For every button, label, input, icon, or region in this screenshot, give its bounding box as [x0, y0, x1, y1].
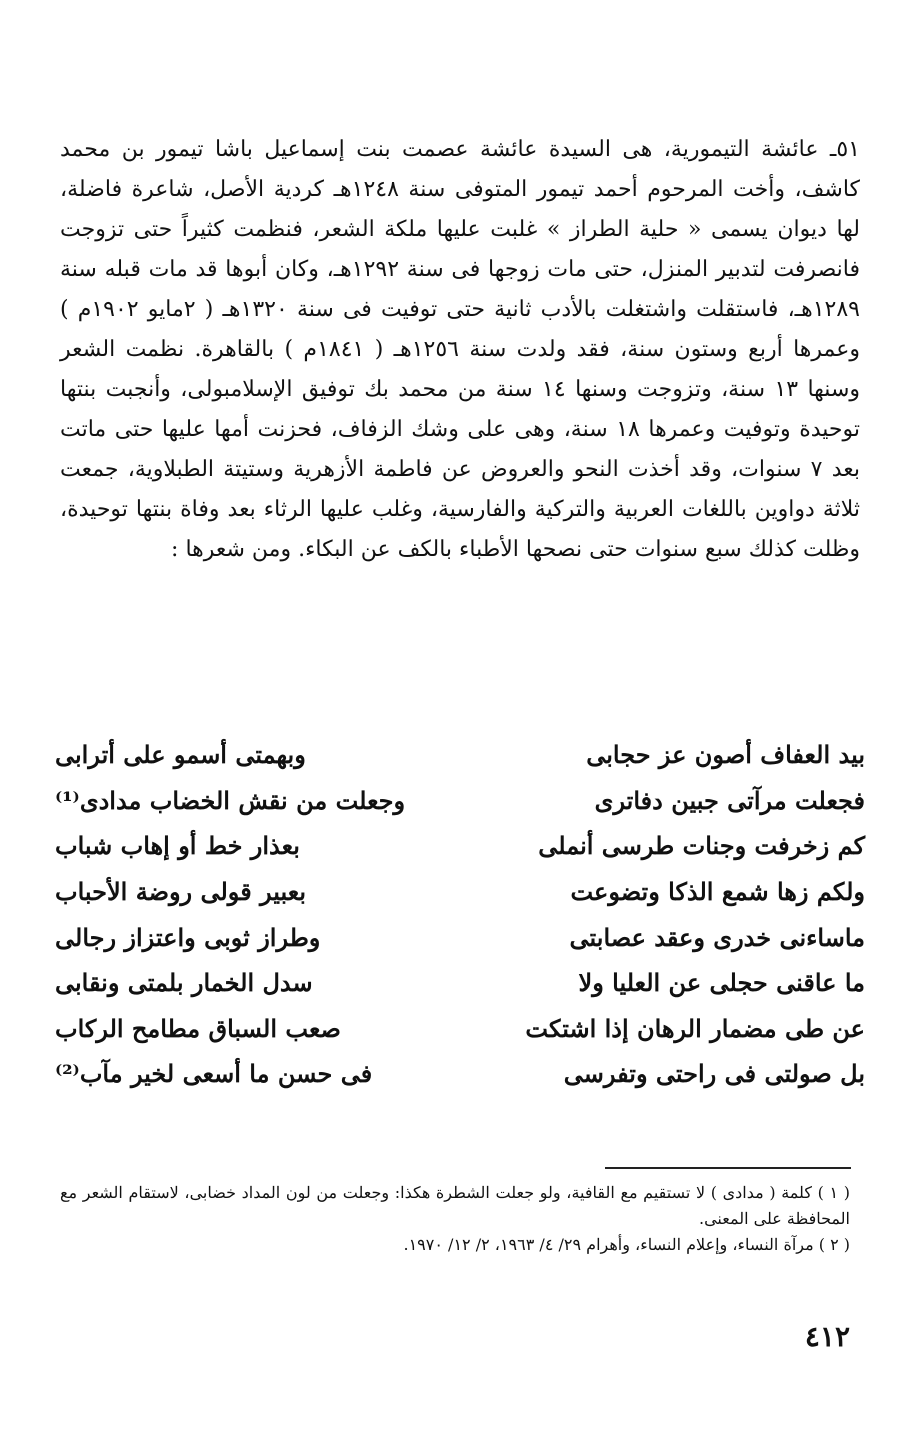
- second-hemistich: صعب السباق مطامح الركاب: [55, 1013, 341, 1043]
- footnote-2: ( ٢ ) مرآة النساء، وإعلام النساء، وأهرام ٢٩/ ٤/ ١٩٦٣، ٢/ ١٢/ ١٩٧٠.: [403, 1235, 850, 1254]
- second-hemistich: سدل الخمار بلمتى ونقابى: [55, 968, 313, 998]
- second-hemistich: فى حسن ما أسعى لخير مآب⁽²⁾: [55, 1059, 373, 1089]
- first-hemistich: بل صولتى فى راحتى وتفرسى: [563, 1059, 865, 1089]
- page-number: ٤١٢: [804, 1320, 850, 1353]
- poem-verse: [55, 823, 865, 869]
- first-hemistich: عن طى مضمار الرهان إذا اشتكت: [525, 1013, 865, 1043]
- first-hemistich: كم زخرفت وجنات طرسى أنملى: [538, 831, 865, 861]
- first-hemistich: ماساءنى خدرى وعقد عصابتى: [569, 922, 865, 952]
- poem-verse: [55, 1051, 865, 1097]
- first-hemistich: ما عاقنى حجلى عن العليا ولا: [578, 968, 865, 998]
- footnote-divider: [605, 1167, 851, 1169]
- first-hemistich: بيد العفاف أصون عز حجابى: [586, 740, 865, 770]
- poem-verse: [55, 914, 865, 960]
- poem-verse: [55, 960, 865, 1006]
- footnotes: [60, 1180, 850, 1258]
- footnote-1: ( ١ ) كلمة ( مدادى ) لا تستقيم مع القافية، ولو جعلت الشطرة هكذا: وجعلت من لون المداد خضابى، لاستقام الشعر مع المحافظة على المعنى.: [60, 1183, 851, 1228]
- second-hemistich: وبهمتى أسمو على أترابى: [55, 740, 306, 770]
- second-hemistich: وطراز ثوبى واعتزاز رجالى: [55, 922, 321, 952]
- second-hemistich: بعبير قولى روضة الأحباب: [55, 877, 307, 907]
- poem: [55, 732, 865, 1097]
- poem-verse: [55, 1006, 865, 1052]
- poem-verse: [55, 778, 865, 824]
- biography-paragraph: [60, 130, 860, 570]
- first-hemistich: فجعلت مرآتى جبين دفاترى: [594, 785, 865, 815]
- poem-verse: [55, 732, 865, 778]
- second-hemistich: وجعلت من نقش الخضاب مدادى⁽¹⁾: [55, 785, 406, 815]
- biography-text: ٥١ـ عائشة التيمورية، هى السيدة عائشة عصمت بنت إسماعيل باشا تيمور بن محمد كاشف، وأخت المرحوم أحمد تيمور المتوفى سنة ١٢٤٨هـ كردية الأصل، شاعرة فاضلة، لها ديوان يسمى « حلية الطراز » غلبت عليها ملكة الشعر، فنظمت كثيراً حتى تزوجت فانصرفت لتدبير المنزل، حتى مات زوجها فى سنة ١٢٩٢هـ، وكان أبوها قد مات قبله سنة ١٢٨٩هـ، فاستقلت واشتغلت بالأدب ثانية حتى توفيت فى سنة ١٣٢٠هـ ( ٢مايو ١٩٠٢م ) وعمرها أربع وستون سنة، فقد ولدت سنة ١٢٥٦هـ ( ١٨٤١م ) بالقاهرة. نظمت الشعر وسنها ١٣ سنة، وتزوجت وسنها ١٤ سنة من محمد بك توفيق الإسلامبولى، وأنجبت بنتها توحيدة وتوفيت وعمرها ١٨ سنة، وهى على وشك الزفاف، فحزنت أمها عليها حتى ماتت بعد ٧ سنوات، وقد أخذت النحو والعروض عن فاطمة الأزهرية وستيتة الطبلاوية، جمعت ثلاثة دواوين باللغات العربية والتركية والفارسية، وغلب عليها الرثاء بعد وفاة بنتها توحيدة، وظلت كذلك سبع سنوات حتى نصحها الأطباء بالكف عن البكاء. ومن شعرها :: [60, 137, 861, 562]
- second-hemistich: بعذار خط أو إهاب شباب: [55, 831, 300, 861]
- poem-verse: [55, 869, 865, 915]
- first-hemistich: ولكم زها شمع الذكا وتضوعت: [570, 877, 865, 907]
